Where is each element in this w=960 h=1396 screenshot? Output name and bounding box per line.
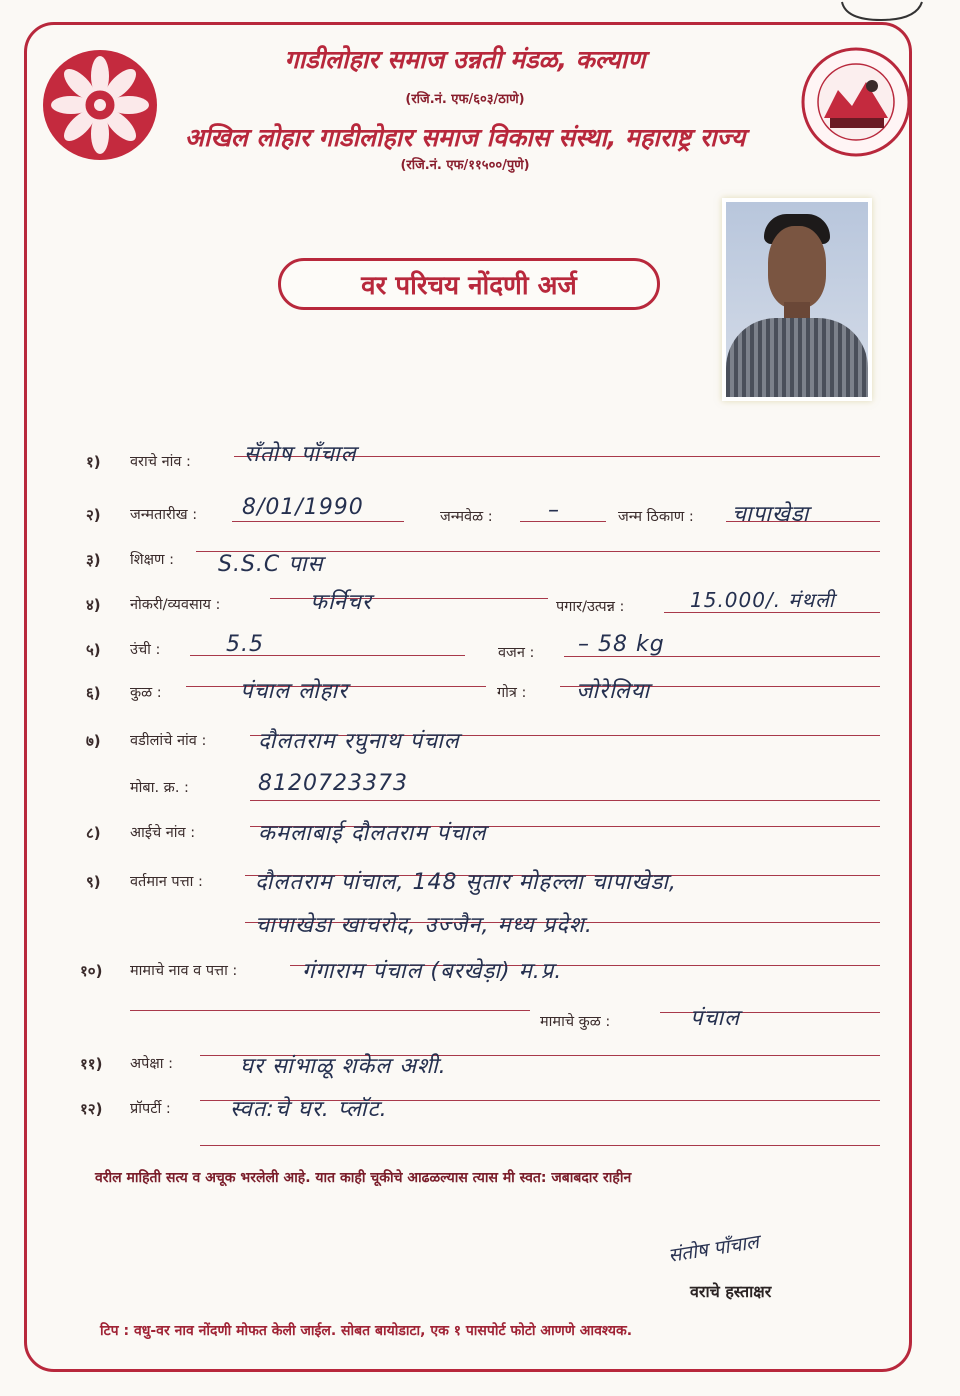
birth-place-label: जन्म ठिकाण : (618, 509, 694, 525)
address-label: वर्तमान पत्ता : (130, 874, 203, 890)
education-label: शिक्षण : (130, 552, 174, 568)
footer-note: टिप : वधु-वर नाव नोंदणी मोफत केली जाईल. सोबत बायोडाटा, एक १ पासपोर्ट फोटो आणणे आवश्यक. (100, 1323, 633, 1339)
org2-name: अखिल लोहार गाडीलोहार समाज विकास संस्था, महाराष्ट्र राज्य (184, 123, 746, 152)
groom-signature: संतोष पाँचाल (666, 1231, 761, 1267)
gotra-label: गोत्र : (497, 685, 527, 701)
occupation-value: फर्निचर (310, 590, 372, 615)
row-number: १०) (80, 962, 103, 980)
org1-name: गाडीलोहार समाज उन्नती मंडळ, कल्याण (284, 45, 646, 74)
row-number: ९) (86, 873, 101, 891)
property-value: स्वत:चे घर. प्लॉट. (230, 1097, 388, 1122)
row-number: १२) (80, 1100, 103, 1118)
row-number: ५) (86, 641, 101, 659)
groom-name-label: वराचे नांव : (130, 454, 191, 470)
address-line1-value: दौलतराम पांचाल, 148 सुतार मोहल्ला चापाखेडा, (255, 870, 677, 895)
income-value: 15.000/. मंथली (690, 588, 835, 612)
maternal-uncle-value: गंगाराम पंचाल (बरखेड़ा) म.प्र. (302, 959, 563, 984)
field-line (250, 800, 880, 801)
corner-mark (836, 0, 926, 24)
mobile-value: 8120723373 (258, 771, 408, 796)
groom-name-value: सँतोष पाँचाल (244, 442, 357, 467)
org2-registration: (रजि.नं. एफ/११५००/पुणे) (400, 158, 530, 173)
height-value: 5.5 (226, 632, 264, 657)
height-label: उंची : (130, 642, 161, 658)
org1-registration: (रजि.नं. एफ/६०३/ठाणे) (405, 92, 525, 107)
row-number: ४) (86, 596, 101, 614)
expectation-label: अपेक्षा : (130, 1056, 173, 1072)
clan-value: पंचाल लोहार (240, 679, 349, 704)
row-number: ८) (86, 824, 101, 842)
weight-value: – 58 kg (578, 632, 665, 657)
row-number: ६) (86, 684, 101, 702)
weight-label: वजन : (498, 645, 535, 661)
address-line2-value: चापाखेडा खाचरोद, उज्जैन, मध्य प्रदेश. (255, 913, 593, 938)
birth-place-value: चापाखेडा (732, 502, 810, 527)
row-number: ११) (80, 1055, 103, 1073)
photo-shirt (726, 318, 868, 401)
education-value: S.S.C पास (218, 552, 324, 577)
groom-photo (722, 198, 872, 401)
property-label: प्रॉपर्टी : (130, 1101, 171, 1117)
mobile-label: मोबा. क्र. : (130, 780, 189, 796)
expectation-value: घर सांभाळू शकेल अशी. (240, 1054, 447, 1079)
mother-name-label: आईचे नांव : (130, 825, 196, 841)
signature-label: वराचे हस्ताक्षर (690, 1282, 772, 1301)
photo-face (768, 226, 826, 308)
row-number: १) (86, 453, 101, 471)
row-number: ३) (86, 551, 101, 569)
income-label: पगार/उत्पन्न : (556, 599, 625, 615)
birth-time-value: – (548, 498, 560, 523)
occupation-label: नोकरी/व्यवसाय : (130, 597, 221, 613)
birth-time-label: जन्मवेळ : (440, 509, 493, 525)
birth-date-value: 8/01/1990 (242, 495, 364, 520)
row-number: ७) (86, 732, 101, 750)
field-line (520, 521, 606, 522)
father-name-label: वडीलांचे नांव : (130, 733, 207, 749)
maternal-clan-label: मामाचे कुळ : (540, 1014, 611, 1030)
form-title: वर परिचय नोंदणी अर्ज (278, 258, 660, 310)
declaration-text: वरील माहिती सत्य व अचूक भरलेली आहे. यात काही चूकीचे आढळल्यास त्यास मी स्वत: जबाबदार राहीन (95, 1170, 632, 1186)
maternal-uncle-label: मामाचे नाव व पत्ता : (130, 963, 238, 979)
birth-date-label: जन्मतारीख : (130, 507, 198, 523)
row-number: २) (86, 506, 101, 524)
father-name-value: दौलतराम रघुनाथ पंचाल (258, 729, 460, 754)
clan-label: कुळ : (130, 685, 162, 701)
field-line (200, 1145, 880, 1146)
mother-name-value: कमलाबाई दौलतराम पंचाल (258, 821, 487, 846)
organisation-seal-icon (800, 46, 912, 158)
field-line (130, 1010, 530, 1011)
maternal-clan-value: पंचाल (690, 1006, 741, 1031)
gotra-value: जोरेलिया (576, 679, 651, 704)
